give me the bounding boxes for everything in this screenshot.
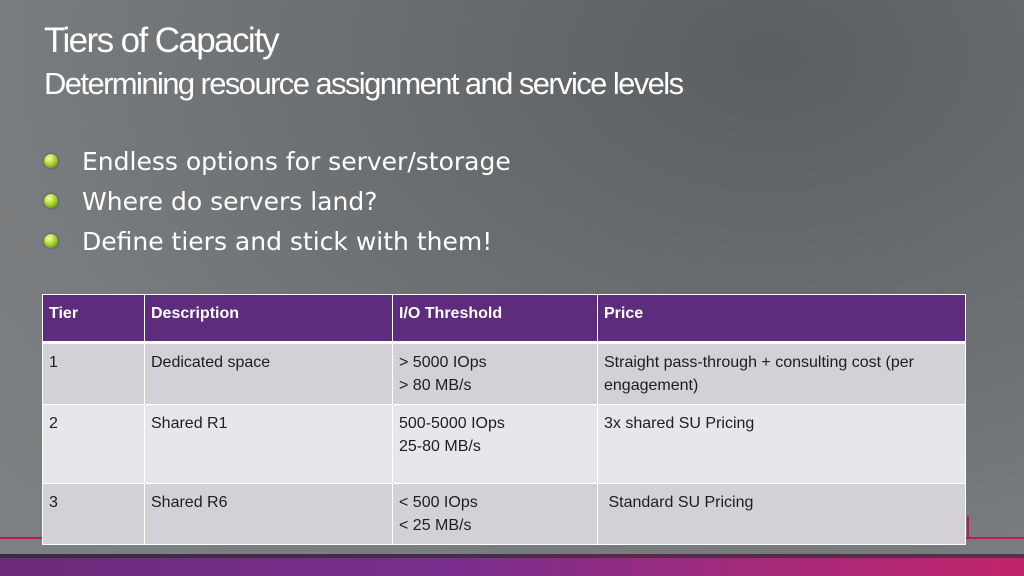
footer-band xyxy=(0,558,1024,576)
cell-price: Standard SU Pricing xyxy=(598,484,966,545)
header-description: Description xyxy=(145,295,393,343)
bullet-item xyxy=(44,223,511,263)
cell-io-threshold xyxy=(393,343,598,405)
bullet-text: Endless options for server/storage xyxy=(82,147,511,176)
table-row xyxy=(43,343,966,405)
cell-price: Straight pass-through + consulting cost (per engagement) xyxy=(598,343,966,405)
io-mbps: > 80 MB/s xyxy=(399,377,472,394)
bullet-icon xyxy=(44,154,58,168)
tiers-table xyxy=(42,294,966,545)
accent-line-right xyxy=(965,537,1024,539)
cell-io-threshold xyxy=(393,405,598,484)
bullet-text: Where do servers land? xyxy=(82,187,378,216)
table-row xyxy=(43,484,966,545)
table-header-row xyxy=(43,295,966,343)
slide-title: Tiers of Capacity xyxy=(44,21,279,60)
bullet-text: Define tiers and stick with them! xyxy=(82,227,493,256)
bullet-list xyxy=(44,143,511,263)
io-iops: < 500 IOps xyxy=(399,494,478,511)
cell-description: Dedicated space xyxy=(145,343,393,405)
cell-description: Shared R1 xyxy=(145,405,393,484)
io-iops: 500-5000 IOps xyxy=(399,415,505,432)
io-iops: > 5000 IOps xyxy=(399,354,487,371)
cell-tier: 3 xyxy=(43,484,145,545)
header-io-threshold: I/O Threshold xyxy=(393,295,598,343)
bullet-item xyxy=(44,143,511,183)
io-mbps: < 25 MB/s xyxy=(399,517,472,534)
cell-description: Shared R6 xyxy=(145,484,393,545)
cell-tier: 1 xyxy=(43,343,145,405)
bullet-icon xyxy=(44,194,58,208)
slide-subtitle: Determining resource assignment and service levels xyxy=(44,66,683,101)
cell-tier: 2 xyxy=(43,405,145,484)
accent-line-vertical xyxy=(967,516,969,538)
bullet-icon xyxy=(44,234,58,248)
cell-io-threshold xyxy=(393,484,598,545)
io-mbps: 25-80 MB/s xyxy=(399,438,481,455)
header-price: Price xyxy=(598,295,966,343)
table-row xyxy=(43,405,966,484)
header-tier: Tier xyxy=(43,295,145,343)
bullet-item xyxy=(44,183,511,223)
cell-price: 3x shared SU Pricing xyxy=(598,405,966,484)
